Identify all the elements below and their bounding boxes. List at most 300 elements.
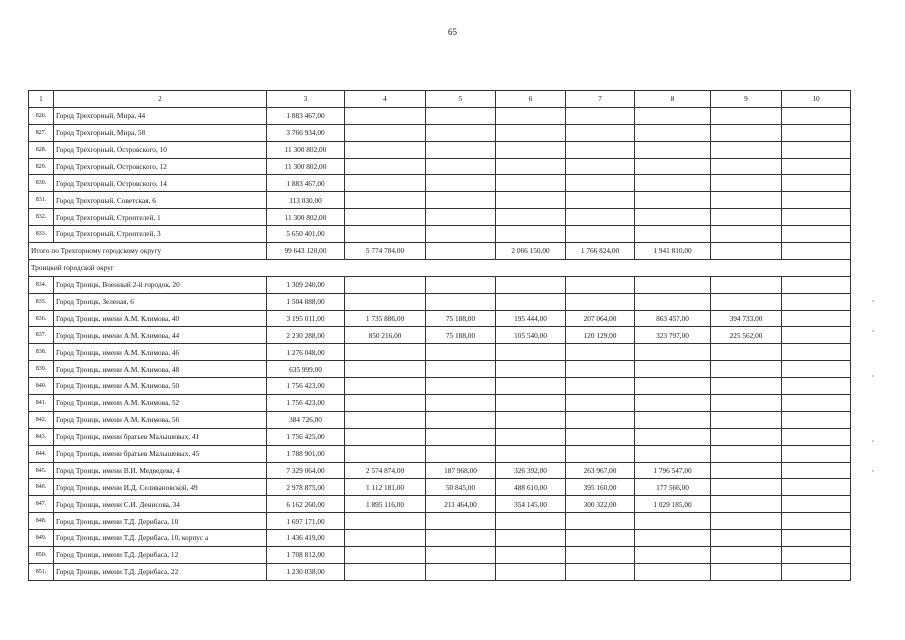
row-number: 845. [29, 462, 54, 479]
row-amount-c4: 1 895 116,00 [345, 496, 426, 513]
row-amount-c6 [496, 141, 566, 158]
total-amount-c3: 99 643 120,00 [267, 243, 345, 260]
row-amount-c7 [566, 428, 635, 445]
row-amount-c4 [345, 411, 426, 428]
table-row [29, 124, 851, 141]
row-amount-c4 [345, 175, 426, 192]
group-row [29, 259, 851, 276]
row-amount-c3: 1 883 467,00 [267, 175, 345, 192]
row-amount-c5 [426, 361, 496, 378]
table-row [29, 513, 851, 530]
row-number: 830. [29, 175, 54, 192]
row-amount-c6: 105 540,00 [496, 327, 566, 344]
row-amount-c5: 50 845,00 [426, 479, 496, 496]
row-amount-c7: 263 967,00 [566, 462, 635, 479]
scan-mark [872, 375, 874, 377]
row-amount-c3: 1 756 423,00 [267, 378, 345, 395]
row-amount-c8: 863 457,00 [635, 310, 711, 327]
row-amount-c4: 1 735 886,00 [345, 310, 426, 327]
total-amount-c6: 2 066 150,00 [496, 243, 566, 260]
total-amount-c8: 1 941 810,00 [635, 243, 711, 260]
row-amount-c5 [426, 445, 496, 462]
row-amount-c8 [635, 276, 711, 293]
table-row [29, 411, 851, 428]
header-cell: 2 [54, 91, 267, 108]
row-amount-c10 [782, 395, 851, 412]
row-amount-c6 [496, 513, 566, 530]
row-amount-c9 [711, 361, 782, 378]
row-address: Город Троицк, имени А.М. Климова, 46 [54, 344, 267, 361]
row-amount-c7 [566, 226, 635, 243]
row-amount-c10 [782, 411, 851, 428]
row-amount-c10 [782, 141, 851, 158]
row-amount-c6 [496, 276, 566, 293]
row-number: 840. [29, 378, 54, 395]
row-amount-c7: 395 160,00 [566, 479, 635, 496]
total-row [29, 243, 851, 260]
row-address: Город Трехгорный, Островского, 14 [54, 175, 267, 192]
row-amount-c9 [711, 293, 782, 310]
row-number: 841. [29, 395, 54, 412]
table-row [29, 462, 851, 479]
row-amount-c3: 2 230 288,00 [267, 327, 345, 344]
scan-mark [872, 330, 874, 332]
row-amount-c10 [782, 462, 851, 479]
row-amount-c7 [566, 209, 635, 226]
row-amount-c6 [496, 530, 566, 547]
row-amount-c5 [426, 276, 496, 293]
row-address: Город Троицк, имени А.М. Климова, 44 [54, 327, 267, 344]
row-amount-c4: 1 112 181,00 [345, 479, 426, 496]
row-amount-c10 [782, 344, 851, 361]
row-amount-c7 [566, 141, 635, 158]
row-amount-c8: 1 029 185,00 [635, 496, 711, 513]
row-amount-c5 [426, 175, 496, 192]
row-amount-c9 [711, 513, 782, 530]
row-amount-c10 [782, 276, 851, 293]
row-amount-c7 [566, 276, 635, 293]
row-amount-c6 [496, 158, 566, 175]
row-number: 826. [29, 107, 54, 124]
table-row [29, 496, 851, 513]
row-amount-c4 [345, 547, 426, 564]
row-number: 831. [29, 192, 54, 209]
row-amount-c5: 75 188,00 [426, 327, 496, 344]
header-cell: 10 [782, 91, 851, 108]
row-amount-c9 [711, 547, 782, 564]
row-number: 851. [29, 563, 54, 580]
table-row [29, 310, 851, 327]
row-amount-c3: 5 650 401,00 [267, 226, 345, 243]
row-amount-c9 [711, 378, 782, 395]
row-amount-c10 [782, 293, 851, 310]
row-amount-c7 [566, 411, 635, 428]
row-amount-c9 [711, 226, 782, 243]
row-amount-c10 [782, 124, 851, 141]
row-amount-c6 [496, 395, 566, 412]
row-amount-c6: 354 145,00 [496, 496, 566, 513]
row-address: Город Троицк, имени А.М. Климова, 52 [54, 395, 267, 412]
table-row [29, 141, 851, 158]
row-amount-c6 [496, 428, 566, 445]
table-row [29, 175, 851, 192]
row-amount-c5 [426, 141, 496, 158]
row-amount-c9: 394 733,00 [711, 310, 782, 327]
row-amount-c7 [566, 107, 635, 124]
scan-mark [872, 470, 874, 472]
row-amount-c8 [635, 563, 711, 580]
row-amount-c9 [711, 563, 782, 580]
row-amount-c10 [782, 158, 851, 175]
group-label: Троицкий городской округ [29, 259, 851, 276]
row-number: 848. [29, 513, 54, 530]
row-amount-c7 [566, 175, 635, 192]
row-amount-c5 [426, 547, 496, 564]
row-address: Город Троицк, имени А.М. Климова, 48 [54, 361, 267, 378]
row-number: 842. [29, 411, 54, 428]
total-amount-c4: 5 774 784,00 [345, 243, 426, 260]
row-amount-c4 [345, 428, 426, 445]
row-number: 837. [29, 327, 54, 344]
row-address: Город Троицк, имени А.М. Климова, 56 [54, 411, 267, 428]
row-amount-c9 [711, 530, 782, 547]
row-amount-c9 [711, 344, 782, 361]
header-cell: 9 [711, 91, 782, 108]
row-amount-c8 [635, 428, 711, 445]
row-amount-c3: 1 756 425,00 [267, 428, 345, 445]
row-amount-c5 [426, 411, 496, 428]
row-amount-c5: 187 968,00 [426, 462, 496, 479]
table-row [29, 378, 851, 395]
row-amount-c3: 1 436 419,00 [267, 530, 345, 547]
row-amount-c3: 635 999,00 [267, 361, 345, 378]
row-amount-c9 [711, 107, 782, 124]
row-amount-c4: 850 216,00 [345, 327, 426, 344]
total-amount-c7: 1 766 824,00 [566, 243, 635, 260]
row-amount-c6 [496, 378, 566, 395]
total-amount-c5 [426, 243, 496, 260]
row-amount-c3: 3 195 011,00 [267, 310, 345, 327]
row-amount-c8 [635, 344, 711, 361]
row-amount-c6: 195 444,00 [496, 310, 566, 327]
table-row [29, 158, 851, 175]
row-amount-c5 [426, 192, 496, 209]
row-amount-c9 [711, 462, 782, 479]
row-amount-c7 [566, 192, 635, 209]
table-row [29, 209, 851, 226]
row-amount-c3: 1 756 423,00 [267, 395, 345, 412]
row-address: Город Троицк, имени братьев Малышевых, 45 [54, 445, 267, 462]
row-amount-c8 [635, 141, 711, 158]
row-amount-c4 [345, 530, 426, 547]
row-amount-c4 [345, 445, 426, 462]
row-amount-c5 [426, 209, 496, 226]
row-amount-c5 [426, 563, 496, 580]
row-amount-c8 [635, 124, 711, 141]
row-amount-c4 [345, 378, 426, 395]
row-amount-c8 [635, 175, 711, 192]
row-amount-c6 [496, 361, 566, 378]
row-number: 828. [29, 141, 54, 158]
row-amount-c10 [782, 530, 851, 547]
row-amount-c3: 2 978 875,00 [267, 479, 345, 496]
table-row [29, 107, 851, 124]
row-amount-c10 [782, 513, 851, 530]
row-number: 844. [29, 445, 54, 462]
row-amount-c3: 11 300 802,00 [267, 141, 345, 158]
row-amount-c3: 7 329 064,00 [267, 462, 345, 479]
row-amount-c4 [345, 124, 426, 141]
row-amount-c7 [566, 158, 635, 175]
row-amount-c6: 326 392,00 [496, 462, 566, 479]
row-address: Город Трехгорный, Островского, 10 [54, 141, 267, 158]
row-amount-c5 [426, 226, 496, 243]
header-cell: 4 [345, 91, 426, 108]
table-row [29, 344, 851, 361]
row-number: 835. [29, 293, 54, 310]
row-amount-c6 [496, 175, 566, 192]
row-address: Город Троицк, имени С.И. Денисова, 34 [54, 496, 267, 513]
row-amount-c10 [782, 226, 851, 243]
row-amount-c8 [635, 226, 711, 243]
row-address: Город Троицк, имени Т.Д. Дерибаса, 22 [54, 563, 267, 580]
row-amount-c9 [711, 141, 782, 158]
row-amount-c9 [711, 428, 782, 445]
row-amount-c8 [635, 411, 711, 428]
row-number: 827. [29, 124, 54, 141]
row-amount-c8 [635, 513, 711, 530]
row-amount-c6 [496, 226, 566, 243]
table-row [29, 327, 851, 344]
row-amount-c4 [345, 395, 426, 412]
table-row [29, 479, 851, 496]
row-amount-c8 [635, 445, 711, 462]
row-number: 836. [29, 310, 54, 327]
total-amount-c9 [711, 243, 782, 260]
row-amount-c3: 1 504 888,00 [267, 293, 345, 310]
table-row [29, 192, 851, 209]
row-amount-c9 [711, 395, 782, 412]
row-amount-c10 [782, 310, 851, 327]
row-amount-c4 [345, 209, 426, 226]
row-address: Город Троицк, имени Т.Д. Дерибаса, 10, корпус а [54, 530, 267, 547]
row-amount-c8 [635, 293, 711, 310]
row-amount-c6 [496, 124, 566, 141]
header-cell: 8 [635, 91, 711, 108]
row-amount-c10 [782, 479, 851, 496]
row-amount-c9 [711, 209, 782, 226]
row-address: Город Троицк, Военный 2-й городок, 20 [54, 276, 267, 293]
row-amount-c5 [426, 158, 496, 175]
table-row [29, 530, 851, 547]
row-amount-c9 [711, 411, 782, 428]
row-amount-c5 [426, 530, 496, 547]
row-amount-c5 [426, 344, 496, 361]
row-amount-c7 [566, 378, 635, 395]
row-amount-c7 [566, 395, 635, 412]
row-amount-c4 [345, 276, 426, 293]
row-amount-c8 [635, 547, 711, 564]
row-address: Город Трехгорный, Островского, 12 [54, 158, 267, 175]
row-amount-c8 [635, 530, 711, 547]
table-row [29, 293, 851, 310]
row-amount-c4 [345, 107, 426, 124]
row-amount-c7: 300 322,00 [566, 496, 635, 513]
budget-table [28, 90, 851, 581]
row-amount-c10 [782, 547, 851, 564]
row-amount-c10 [782, 327, 851, 344]
row-amount-c5 [426, 124, 496, 141]
row-amount-c9 [711, 192, 782, 209]
row-address: Город Троицк, имени И.Д. Селивановской, 49 [54, 479, 267, 496]
row-amount-c8 [635, 107, 711, 124]
row-amount-c7 [566, 124, 635, 141]
row-amount-c3: 1 309 240,00 [267, 276, 345, 293]
row-address: Город Троицк, имени А.М. Климова, 50 [54, 378, 267, 395]
row-amount-c6 [496, 209, 566, 226]
row-number: 833. [29, 226, 54, 243]
row-address: Город Троицк, Зеленая, 6 [54, 293, 267, 310]
row-amount-c4 [345, 344, 426, 361]
row-amount-c5: 211 464,00 [426, 496, 496, 513]
row-address: Город Трехгорный, Советская, 6 [54, 192, 267, 209]
row-amount-c6 [496, 293, 566, 310]
row-amount-c10 [782, 361, 851, 378]
row-amount-c10 [782, 107, 851, 124]
row-amount-c7 [566, 513, 635, 530]
row-number: 834. [29, 276, 54, 293]
table-row [29, 276, 851, 293]
row-amount-c3: 1 788 901,00 [267, 445, 345, 462]
table-row [29, 361, 851, 378]
row-amount-c3: 1 883 467,00 [267, 107, 345, 124]
row-amount-c4 [345, 563, 426, 580]
row-amount-c8 [635, 378, 711, 395]
total-label: Итого по Трехгорному городскому округу [29, 243, 267, 260]
row-number: 846. [29, 479, 54, 496]
row-amount-c5 [426, 107, 496, 124]
row-amount-c10 [782, 175, 851, 192]
row-amount-c3: 11 300 802,00 [267, 158, 345, 175]
row-amount-c9 [711, 124, 782, 141]
row-amount-c8 [635, 395, 711, 412]
row-amount-c3: 6 162 260,00 [267, 496, 345, 513]
header-cell: 1 [29, 91, 54, 108]
row-amount-c8 [635, 361, 711, 378]
row-amount-c4 [345, 226, 426, 243]
row-amount-c3: 1 276 048,00 [267, 344, 345, 361]
row-amount-c5 [426, 378, 496, 395]
row-amount-c7 [566, 361, 635, 378]
row-amount-c6 [496, 192, 566, 209]
table-row [29, 563, 851, 580]
row-amount-c6: 488 610,00 [496, 479, 566, 496]
row-address: Город Трехгорный, Строителей, 1 [54, 209, 267, 226]
row-amount-c8 [635, 192, 711, 209]
row-amount-c7 [566, 547, 635, 564]
row-address: Город Трехгорный, Мира, 58 [54, 124, 267, 141]
table-row [29, 428, 851, 445]
header-cell: 3 [267, 91, 345, 108]
row-amount-c3: 384 726,00 [267, 411, 345, 428]
row-amount-c3: 1 230 038,00 [267, 563, 345, 580]
row-amount-c4 [345, 361, 426, 378]
scan-mark [872, 440, 874, 442]
header-cell: 5 [426, 91, 496, 108]
row-amount-c4 [345, 158, 426, 175]
row-amount-c10 [782, 428, 851, 445]
header-cell: 6 [496, 91, 566, 108]
row-amount-c7 [566, 530, 635, 547]
table-row [29, 226, 851, 243]
row-amount-c5 [426, 395, 496, 412]
row-amount-c6 [496, 344, 566, 361]
row-amount-c9: 225 562,00 [711, 327, 782, 344]
row-amount-c10 [782, 496, 851, 513]
row-amount-c8: 1 796 547,00 [635, 462, 711, 479]
row-amount-c5: 75 188,00 [426, 310, 496, 327]
table-row [29, 547, 851, 564]
row-number: 838. [29, 344, 54, 361]
row-amount-c7 [566, 563, 635, 580]
row-amount-c3: 11 300 802,00 [267, 209, 345, 226]
row-amount-c3: 3 766 934,00 [267, 124, 345, 141]
row-amount-c5 [426, 513, 496, 530]
row-amount-c4 [345, 192, 426, 209]
row-amount-c9 [711, 445, 782, 462]
row-amount-c4: 2 574 874,00 [345, 462, 426, 479]
row-amount-c10 [782, 378, 851, 395]
row-amount-c4 [345, 141, 426, 158]
row-amount-c5 [426, 428, 496, 445]
row-amount-c10 [782, 209, 851, 226]
row-address: Город Трехгорный, Строителей, 3 [54, 226, 267, 243]
row-amount-c6 [496, 445, 566, 462]
row-amount-c7: 120 129,00 [566, 327, 635, 344]
table-row [29, 395, 851, 412]
row-number: 839. [29, 361, 54, 378]
header-cell: 7 [566, 91, 635, 108]
row-amount-c3: 1 708 812,00 [267, 547, 345, 564]
row-amount-c7: 207 064,00 [566, 310, 635, 327]
table-body [29, 91, 851, 581]
row-amount-c5 [426, 293, 496, 310]
page-number: 65 [448, 27, 457, 37]
total-amount-c10 [782, 243, 851, 260]
row-amount-c9 [711, 158, 782, 175]
table-row [29, 445, 851, 462]
row-address: Город Троицк, имени братьев Малышевых, 41 [54, 428, 267, 445]
row-address: Город Троицк, имени В.И. Медведева, 4 [54, 462, 267, 479]
row-number: 832. [29, 209, 54, 226]
row-amount-c8 [635, 209, 711, 226]
row-amount-c9 [711, 276, 782, 293]
row-amount-c4 [345, 293, 426, 310]
row-address: Город Троицк, имени Т.Д. Дерибаса, 12 [54, 547, 267, 564]
row-amount-c8: 323 797,00 [635, 327, 711, 344]
row-amount-c6 [496, 547, 566, 564]
row-number: 850. [29, 547, 54, 564]
row-amount-c4 [345, 513, 426, 530]
row-number: 843. [29, 428, 54, 445]
row-amount-c7 [566, 293, 635, 310]
row-number: 829. [29, 158, 54, 175]
row-address: Город Троицк, имени Т.Д. Дерибаса, 10 [54, 513, 267, 530]
row-amount-c3: 1 697 171,00 [267, 513, 345, 530]
row-amount-c7 [566, 344, 635, 361]
row-amount-c9 [711, 479, 782, 496]
row-number: 847. [29, 496, 54, 513]
